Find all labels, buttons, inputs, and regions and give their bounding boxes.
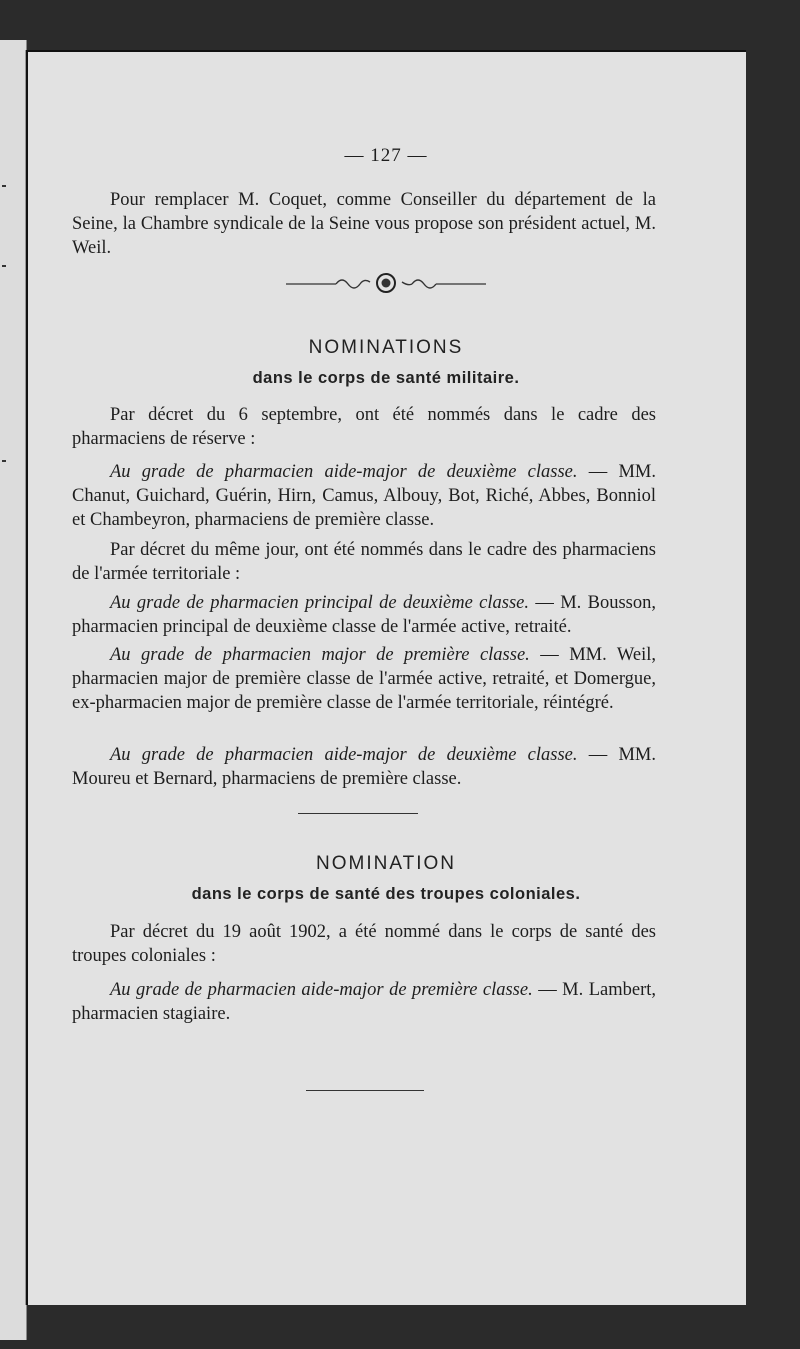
section-rule (298, 813, 418, 814)
paragraph: Par décret du même jour, ont été nommés dans le cadre des pharmaciens de l'armée territoriale : (72, 540, 656, 584)
grade-text: Au grade de pharmacien aide-major de première classe. (110, 980, 533, 1000)
page-edge-mark (2, 460, 6, 462)
book-page (26, 50, 746, 1305)
intro-paragraph: Pour remplacer M. Coquet, comme Conseiller du département de la Seine, la Chambre syndicale de la Seine vous propose son président actuel, M. Weil. (72, 190, 656, 258)
ornament-divider (26, 270, 746, 303)
section-title-nomination: NOMINATION (316, 853, 456, 874)
grade-text: Au grade de pharmacien major de première classe. (110, 645, 530, 665)
ornament-icon (286, 270, 486, 298)
names-text: — M. Lambert, pharmacien stagiaire. (72, 980, 656, 1024)
paragraph (72, 978, 656, 1026)
previous-page-edge (0, 40, 27, 1340)
grade-text: Au grade de pharmacien principal de deuxième classe. (110, 593, 529, 613)
names-text: — MM. Moureu et Bernard, pharmaciens de première classe. (72, 745, 656, 789)
paragraph (72, 643, 656, 715)
names-text: — M. Bousson, pharmacien principal de deuxième classe de l'armée active, retraité. (72, 593, 656, 637)
section-title-nominations: NOMINATIONS (308, 337, 464, 358)
end-rule (306, 1090, 424, 1091)
paragraph: Par décret du 6 septembre, ont été nommés dans le cadre des pharmaciens de réserve : (72, 405, 656, 449)
section-subtitle-military: dans le corps de santé militaire. (252, 369, 520, 387)
page-edge-mark (2, 265, 6, 267)
page-edge-mark (2, 185, 6, 187)
paragraph (72, 591, 656, 639)
section-subtitle-colonial: dans le corps de santé des troupes coloniales. (191, 885, 581, 903)
page-number: — 127 — (344, 145, 428, 166)
paragraph (72, 460, 656, 532)
names-text: — MM. Chanut, Guichard, Guérin, Hirn, Camus, Albouy, Bot, Riché, Abbes, Bonniol et Chambeyron, pharmaciens de première classe. (72, 462, 656, 530)
paragraph: Par décret du 19 août 1902, a été nommé dans le corps de santé des troupes coloniales : (72, 922, 656, 966)
grade-text: Au grade de pharmacien aide-major de deuxième classe. (110, 462, 578, 482)
grade-text: Au grade de pharmacien aide-major de deuxième classe. (110, 745, 578, 765)
paragraph (72, 743, 656, 791)
names-text: — MM. Weil, pharmacien major de première classe de l'armée active, retraité, et Domergue, ex-pharmacien major de première classe de l'armée territoriale, réintégré. (72, 645, 656, 713)
